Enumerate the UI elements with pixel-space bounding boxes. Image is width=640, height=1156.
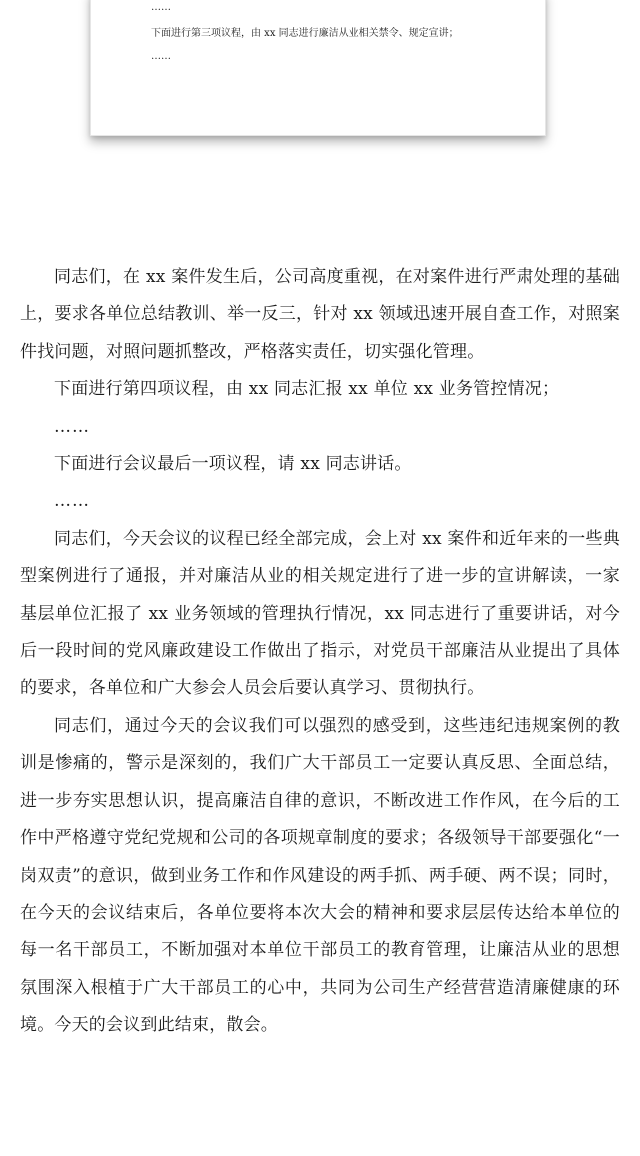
paragraph-agenda-four: 下面进行第四项议程，由 xx 同志汇报 xx 单位 xx 业务管控情况； (54, 379, 560, 400)
card-ellipsis-top: …… (151, 2, 171, 13)
card-agenda-line: 下面进行第三项议程，由 xx 同志进行廉洁从业相关禁令、规定宣讲； (151, 28, 459, 39)
paragraph-ellipsis: …… (54, 416, 90, 437)
paragraph-agenda-final: 下面进行会议最后一项议程，请 xx 同志讲话。 (54, 454, 412, 475)
paragraph-closing-remarks: 同志们，通过今天的会议我们可以强烈的感受到，这些违纪违规案例的教训是惨痛的，警示是深刻的，我们广大干部员工一定要认真反思、全面总结，进一步夯实思想认识，提高廉洁自律的意识，不断改进工作作风，在今后的工作中严格遵守党纪党规和公司的各项规章制度的要求；各级领导干部要强化“一岗双责”的意识，做到业务工作和作风建设的两手抓、两手硬、两不误；同时，在今天的会议结束后，各单位要将本次大会的精神和要求层层传达给本单位的每一名干部员工，不断加强对本单位干部员工的教育管理，让廉洁从业的思想氛围深入根植于广大干部员工的心中，共同为公司生产经营营造清廉健康的环境。今天的会议到此结束，散会。 (20, 715, 620, 1036)
paragraph-ellipsis: …… (54, 491, 90, 512)
document-preview-card (90, 0, 546, 136)
paragraph-case-response: 同志们，在 xx 案件发生后，公司高度重视，在对案件进行严肃处理的基础上，要求各单位总结教训、举一反三，针对 xx 领域迅速开展自查工作，对照案件找问题，对照问题抓整改，严格落实责任，切实强化管理。 (20, 267, 620, 362)
paragraph-meeting-summary: 同志们，今天会议的议程已经全部完成，会上对 xx 案件和近年来的一些典型案例进行了通报，并对廉洁从业的相关规定进行了进一步的宣讲解读，一家基层单位汇报了 xx 业务领域的管理执行情况，xx 同志进行了重要讲话，对今后一段时间的党风廉政建设工作做出了指示，对党员干部廉洁从业提出了具体的要求，各单位和广大参会人员会后要认真学习、贯彻执行。 (20, 528, 620, 699)
card-ellipsis-bottom: …… (151, 51, 171, 62)
article-body (20, 259, 620, 1045)
